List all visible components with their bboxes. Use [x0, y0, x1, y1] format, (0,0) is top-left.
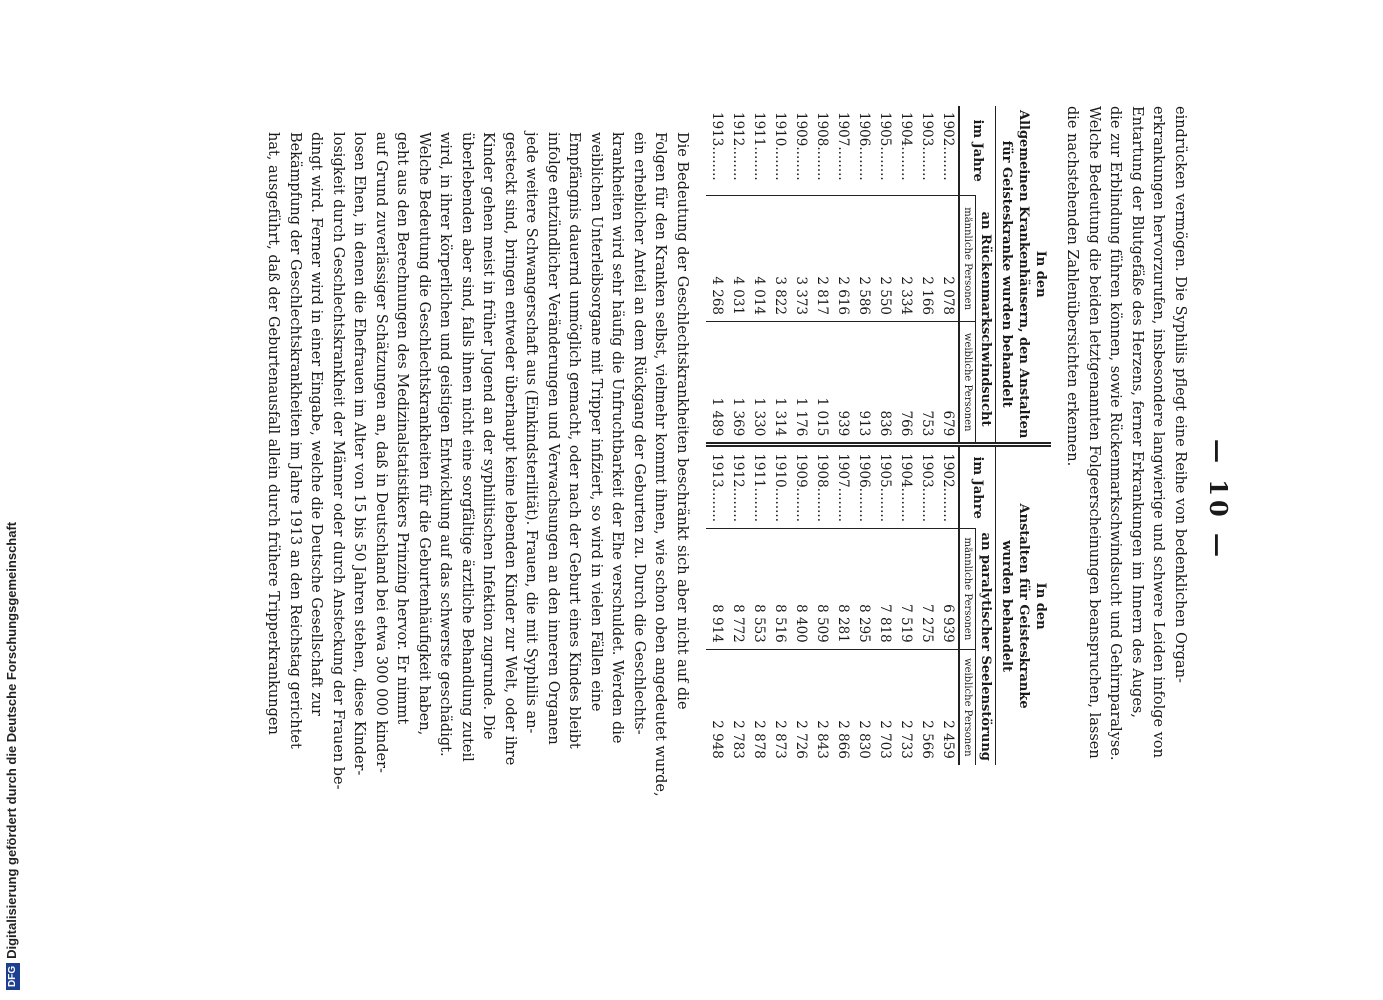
- year-value: 1908: [814, 453, 830, 488]
- female-count-cell: 2 866: [832, 649, 853, 765]
- year-value: 1910: [772, 453, 788, 488]
- intro-line: erkrankungen hervorzurufen, insbesondere langwierige und schwere Leiden infolge von: [1150, 106, 1167, 758]
- female-count-cell: 1 314: [769, 322, 790, 445]
- year-cell: 1912........: [730, 112, 746, 181]
- male-count-cell: 8 914: [706, 529, 727, 650]
- table-row: [811, 106, 832, 445]
- disease-header: an paralytischer Seelenstörung: [976, 529, 996, 765]
- year-value: 1904: [898, 112, 914, 147]
- female-count-cell: 2 948: [706, 649, 727, 765]
- paragraph-line: geht aus den Berechnungen des Medizinalstatistikers Prinzing hervor. Er nimmt: [394, 132, 411, 725]
- male-count-cell: 2 616: [832, 196, 853, 322]
- male-count-cell: 2 334: [895, 196, 916, 322]
- paragraph-line: Folgen für den Kranken selbst, vielmehr kommt ihnen, wie schon oben angedeutet wurde,: [652, 132, 669, 797]
- female-count-cell: 2 703: [874, 649, 895, 765]
- table-paralysis: [706, 447, 1051, 765]
- female-count-cell: 1 369: [727, 322, 748, 445]
- year-cell: 1902........: [940, 112, 956, 181]
- female-count-cell: 2 459: [937, 649, 959, 765]
- female-column-header: weibliche Personen: [959, 322, 976, 445]
- disease-header: an Rückenmarkschwindsucht: [976, 196, 996, 445]
- intro-line: die zur Erblindung führen können, sowie Rückenmarkschwindsucht und Gehirnparalyse.: [1107, 106, 1124, 761]
- year-cell: 1911........: [751, 453, 767, 523]
- female-column-header: weibliche Personen: [959, 649, 976, 765]
- paragraph-line: Welche Bedeutung die Geschlechtskrankheiten für die Geburtenhäufigkeit haben,: [416, 132, 432, 736]
- male-count-cell: 8 509: [811, 529, 832, 650]
- paragraph-line: auf Grund zuverlässiger Schätzungen an, daß in Deutschland bei etwa 300 000 kinder-: [373, 132, 389, 773]
- year-value: 1902: [940, 453, 956, 488]
- table-row: [937, 447, 959, 765]
- year-value: 1908: [814, 112, 830, 147]
- dfg-credit-text: Digitalisierung gefördert durch die Deutsche Forschungsgemeinschaft: [4, 521, 19, 959]
- female-count-cell: 2 726: [790, 649, 811, 765]
- female-count-cell: 1 176: [790, 322, 811, 445]
- year-cell: 1903........: [919, 112, 935, 181]
- male-count-cell: 7 519: [895, 529, 916, 650]
- year-value: 1907: [835, 453, 851, 488]
- year-value: 1902: [940, 112, 956, 147]
- year-cell: 1909........: [793, 453, 809, 523]
- table-title-line: In den: [1033, 250, 1048, 298]
- paragraph-line: Bekämpfung der Geschlechtskrankheiten im Jahre 1913 an den Reichstag gerichtet: [287, 132, 303, 749]
- year-value: 1909: [793, 453, 809, 488]
- male-column-header: männliche Personen: [959, 529, 976, 650]
- year-cell: 1912........: [730, 453, 746, 523]
- table-row: [895, 447, 916, 765]
- female-count-cell: 753: [916, 322, 937, 445]
- year-value: 1905: [877, 112, 893, 147]
- table-row: [853, 106, 874, 445]
- table-row: [790, 447, 811, 765]
- male-count-cell: 8 516: [769, 529, 790, 650]
- intro-paragraph: [1061, 106, 1190, 894]
- paragraph-line: krankheiten wird sehr häufig die Unfruchtbarkeit der Ehe verschuldet. Werden die: [609, 132, 626, 744]
- female-count-cell: 679: [937, 322, 959, 445]
- year-value: 1903: [919, 112, 935, 147]
- male-count-cell: 4 031: [727, 196, 748, 322]
- paragraph-line: überlebenden aber sind, falls ihnen nicht eine sorgfältige ärztliche Behandlung zuteil: [459, 132, 475, 762]
- year-cell: 1905........: [877, 453, 893, 523]
- paragraph-line: Kinder gehen meist in früher Jugend an der syphilitischen Infektion zugrunde. Die: [480, 132, 497, 740]
- female-count-cell: 2 843: [811, 649, 832, 765]
- intro-line: Welche Bedeutung die beiden letztgenannten Folgeerscheinungen beanspruchen, lassen: [1086, 106, 1102, 759]
- female-count-cell: 2 873: [769, 649, 790, 765]
- year-cell: 1908........: [814, 112, 830, 181]
- female-count-cell: 2 783: [727, 649, 748, 765]
- page-number: — 10 —: [1204, 438, 1233, 562]
- table-row: [853, 447, 874, 765]
- table-tabes: [706, 106, 1051, 447]
- female-count-cell: 2 830: [853, 649, 874, 765]
- paragraph-line: infolge entzündlicher Veränderungen und Verwachsungen an den inneren Organen: [545, 132, 561, 745]
- female-count-cell: 913: [853, 322, 874, 445]
- table-row: [706, 106, 727, 445]
- male-count-cell: 2 817: [811, 196, 832, 322]
- female-count-cell: 2 566: [916, 649, 937, 765]
- male-count-cell: 4 268: [706, 196, 727, 322]
- table-row: [895, 106, 916, 445]
- table-title-line: wurden behandelt: [999, 540, 1014, 673]
- year-value: 1911: [751, 453, 767, 488]
- table-title-line: Anstalten für Geisteskranke: [1016, 503, 1031, 709]
- table-row: [874, 447, 895, 765]
- dfg-logo-icon: DFG: [6, 963, 20, 990]
- intro-line: eindrücken vermögen. Die Syphilis pflegt eine Reihe von bedenklichen Organ-: [1172, 106, 1188, 683]
- table-row: [916, 106, 937, 445]
- year-cell: 1907........: [835, 453, 851, 523]
- scanned-page: [131, 60, 1251, 940]
- paragraph-line: wird, in ihrer körperlichen und geistigen Entwicklung auf das schwerste geschädigt.: [437, 132, 454, 757]
- year-value: 1909: [793, 112, 809, 147]
- table-row: [727, 447, 748, 765]
- paragraph-line: losen Ehen, in denen die Ehefrauen im Alter von 15 bis 50 Jahren stehen, diese Kinder-: [351, 132, 368, 776]
- statistics-tables: [706, 106, 1051, 894]
- table-row: [769, 447, 790, 765]
- dfg-credit: [2, 10, 22, 990]
- year-value: 1913: [709, 112, 725, 147]
- year-value: 1903: [919, 453, 935, 488]
- male-count-cell: 8 772: [727, 529, 748, 650]
- paragraph-birth-decline: [434, 106, 692, 894]
- male-count-cell: 7 275: [916, 529, 937, 650]
- year-value: 1904: [898, 453, 914, 488]
- male-count-cell: 6 939: [937, 529, 959, 650]
- male-count-cell: 8 281: [832, 529, 853, 650]
- year-cell: 1906........: [856, 112, 872, 181]
- male-count-cell: 2 078: [937, 196, 959, 322]
- paragraph-line: losigkeit durch Geschlechtskrankheit der Männer oder durch Ansteckung der Frauen be-: [330, 132, 346, 790]
- female-count-cell: 2 878: [748, 649, 769, 765]
- male-count-cell: 8 400: [790, 529, 811, 650]
- year-cell: 1911........: [751, 112, 767, 181]
- intro-line: Entartung der Blutgefäße des Herzens, ferner Erkrankungen im Innern des Auges,: [1129, 106, 1145, 718]
- table-title-line: In den: [1033, 582, 1048, 630]
- paragraph-line: hat, ausgeführt, daß der Geburtenausfall allein durch frühere Tripperkrankungen: [265, 132, 282, 735]
- female-count-cell: 836: [874, 322, 895, 445]
- male-count-cell: 2 586: [853, 196, 874, 322]
- paragraph-line: ein erheblicher Anteil an dem Rückgang der Geburten zu. Durch die Geschlechts-: [631, 132, 647, 735]
- male-count-cell: 7 818: [874, 529, 895, 650]
- year-cell: 1907........: [835, 112, 851, 181]
- year-value: 1910: [772, 112, 788, 147]
- male-count-cell: 2 166: [916, 196, 937, 322]
- table-row: [706, 447, 727, 765]
- table-row: [937, 106, 959, 445]
- table-row: [769, 106, 790, 445]
- male-count-cell: 3 822: [769, 196, 790, 322]
- year-cell: 1913........: [709, 112, 725, 181]
- table-row: [811, 447, 832, 765]
- female-count-cell: 939: [832, 322, 853, 445]
- year-cell: 1908........: [814, 453, 830, 523]
- table-title-line: Allgemeinen Krankenhäusern, den Anstalten: [1016, 110, 1031, 439]
- female-count-cell: 1 489: [706, 322, 727, 445]
- female-count-cell: 1 015: [811, 322, 832, 445]
- female-count-cell: 1 330: [748, 322, 769, 445]
- year-cell: 1903........: [919, 453, 935, 523]
- female-count-cell: 766: [895, 322, 916, 445]
- year-value: 1906: [856, 453, 872, 488]
- table-row: [790, 106, 811, 445]
- year-column-header: im Jahre: [959, 106, 996, 196]
- intro-line: die nachstehenden Zahlenübersichten erkennen.: [1064, 106, 1081, 467]
- year-value: 1913: [709, 453, 725, 488]
- year-cell: 1902........: [940, 453, 956, 523]
- year-cell: 1905........: [877, 112, 893, 181]
- year-cell: 1913........: [709, 453, 725, 523]
- female-count-cell: 2 733: [895, 649, 916, 765]
- table-title-line: für Geisteskranke wurden behandelt: [999, 140, 1014, 408]
- year-cell: 1909........: [793, 112, 809, 181]
- paragraph-prinzing: [262, 106, 434, 894]
- year-column-header: im Jahre: [959, 447, 996, 528]
- male-count-cell: 8 295: [853, 529, 874, 650]
- male-count-cell: 3 373: [790, 196, 811, 322]
- table-title: [996, 447, 1052, 765]
- year-value: 1912: [730, 453, 746, 488]
- paragraph-line: Empfängnis dauernd unmöglich gemacht, oder nach der Geburt eines Kindes bleibt: [566, 132, 583, 749]
- paragraph-line: jede weitere Schwangerschaft aus (Einkindsterilität). Frauen, die mit Syphilis an-: [523, 132, 540, 734]
- paragraph-line: gesteckt sind, bringen entweder überhaupt keine lebenden Kinder zur Welt, oder ihre: [502, 132, 518, 766]
- male-count-cell: 4 014: [748, 196, 769, 322]
- table-row: [874, 106, 895, 445]
- year-cell: 1904........: [898, 112, 914, 181]
- year-cell: 1904........: [898, 453, 914, 523]
- year-cell: 1906........: [856, 453, 872, 523]
- male-column-header: männliche Personen: [959, 196, 976, 322]
- male-count-cell: 8 553: [748, 529, 769, 650]
- paragraph-line: weiblichen Unterleibsorgane mit Tripper infiziert, so wird in vielen Fällen eine: [588, 132, 604, 712]
- table-title: [996, 106, 1052, 445]
- table-row: [748, 447, 769, 765]
- year-cell: 1910........: [772, 112, 788, 181]
- year-value: 1912: [730, 112, 746, 147]
- table-row: [748, 106, 769, 445]
- year-value: 1905: [877, 453, 893, 488]
- year-value: 1907: [835, 112, 851, 147]
- paragraph-line: Die Bedeutung der Geschlechtskrankheiten beschränkt sich aber nicht auf die: [674, 132, 690, 710]
- year-cell: 1910........: [772, 453, 788, 523]
- year-value: 1911: [751, 112, 767, 147]
- table-row: [832, 447, 853, 765]
- year-value: 1906: [856, 112, 872, 147]
- male-count-cell: 2 550: [874, 196, 895, 322]
- table-row: [727, 106, 748, 445]
- table-row: [916, 447, 937, 765]
- table-row: [832, 106, 853, 445]
- paragraph-line: dingt wird. Ferner wird in einer Eingabe, welche die Deutsche Gesellschaft zur: [308, 132, 325, 716]
